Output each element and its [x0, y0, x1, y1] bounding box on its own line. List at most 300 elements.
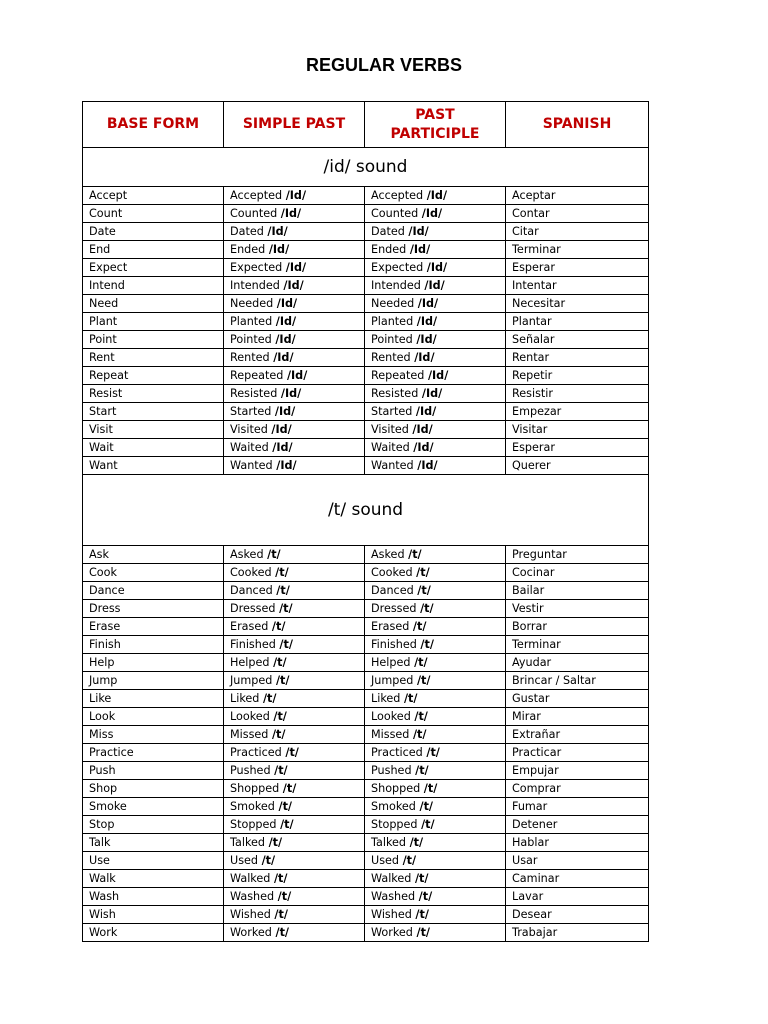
- sound-ending: /t/: [268, 836, 283, 849]
- verb-form: Wanted: [371, 459, 414, 472]
- past-participle-cell: [365, 349, 506, 367]
- past-participle-cell: [365, 888, 506, 906]
- verb-form: Resisted: [371, 387, 419, 400]
- past-participle-cell: [365, 726, 506, 744]
- section-row: [83, 475, 649, 546]
- verb-form: Asked: [230, 548, 264, 561]
- base-form-cell: Look: [83, 708, 224, 726]
- past-participle-cell: [365, 708, 506, 726]
- sound-ending: /t/: [421, 818, 435, 831]
- sound-ending: /t/: [282, 782, 297, 795]
- table-row: [83, 385, 649, 403]
- table-row: [83, 295, 649, 313]
- base-form-cell: Point: [83, 331, 224, 349]
- verb-form: Started: [371, 405, 413, 418]
- past-participle-cell: [365, 906, 506, 924]
- section-heading: /id/ sound: [83, 148, 649, 187]
- table-row: [83, 690, 649, 708]
- sound-ending: /t/: [416, 566, 430, 579]
- past-participle-cell: [365, 672, 506, 690]
- table-row: [83, 277, 649, 295]
- base-form-cell: Talk: [83, 834, 224, 852]
- verb-form: Walked: [371, 872, 412, 885]
- sound-ending: /Id/: [424, 279, 445, 292]
- sound-ending: /t/: [414, 710, 428, 723]
- sound-ending: /Id/: [417, 459, 438, 472]
- base-form-cell: Stop: [83, 816, 224, 834]
- verb-form: Liked: [371, 692, 401, 705]
- simple-past-cell: [224, 798, 365, 816]
- base-form-cell: Practice: [83, 744, 224, 762]
- simple-past-cell: [224, 403, 365, 421]
- verb-form: Stopped: [371, 818, 418, 831]
- spanish-cell: Esperar: [506, 259, 649, 277]
- past-participle-cell: [365, 205, 506, 223]
- verb-form: Helped: [230, 656, 270, 669]
- past-participle-cell: [365, 780, 506, 798]
- verb-form: Pushed: [230, 764, 271, 777]
- table-row: [83, 241, 649, 259]
- past-participle-cell: [365, 564, 506, 582]
- spanish-cell: Usar: [506, 852, 649, 870]
- past-participle-cell: [365, 457, 506, 475]
- sound-ending: /t/: [416, 674, 431, 687]
- verb-form: Finished: [230, 638, 276, 651]
- sound-ending: /Id/: [271, 423, 292, 436]
- verb-form: Dated: [230, 225, 264, 238]
- sound-ending: /t/: [273, 656, 287, 669]
- spanish-cell: Detener: [506, 816, 649, 834]
- table-row: [83, 564, 649, 582]
- table-row: [83, 403, 649, 421]
- spanish-cell: Intentar: [506, 277, 649, 295]
- section-heading: /t/ sound: [83, 475, 649, 546]
- spanish-cell: Bailar: [506, 582, 649, 600]
- verb-form: Cooked: [230, 566, 272, 579]
- sound-ending: /t/: [408, 548, 422, 561]
- verb-form: Liked: [230, 692, 260, 705]
- sound-ending: /t/: [273, 710, 287, 723]
- verb-form: Repeated: [230, 369, 284, 382]
- sound-ending: /t/: [420, 602, 434, 615]
- base-form-cell: Visit: [83, 421, 224, 439]
- table-row: [83, 421, 649, 439]
- sound-ending: /Id/: [274, 405, 296, 418]
- sound-ending: /Id/: [280, 207, 302, 220]
- spanish-cell: Caminar: [506, 870, 649, 888]
- table-row: [83, 870, 649, 888]
- sound-ending: /t/: [275, 674, 290, 687]
- simple-past-cell: [224, 906, 365, 924]
- sound-ending: /t/: [412, 620, 427, 633]
- past-participle-cell: [365, 187, 506, 205]
- sound-ending: /t/: [275, 566, 289, 579]
- table-row: [83, 888, 649, 906]
- verb-form: Jumped: [230, 674, 273, 687]
- past-participle-cell: [365, 385, 506, 403]
- table-row: [83, 798, 649, 816]
- verb-form: Helped: [371, 656, 411, 669]
- table-row: [83, 313, 649, 331]
- verb-form: Repeated: [371, 369, 425, 382]
- verb-form: Ended: [230, 243, 266, 256]
- past-participle-cell: [365, 618, 506, 636]
- base-form-cell: Accept: [83, 187, 224, 205]
- sound-ending: /t/: [271, 620, 286, 633]
- sound-ending: /Id/: [426, 261, 448, 274]
- simple-past-cell: [224, 187, 365, 205]
- base-form-cell: Dress: [83, 600, 224, 618]
- base-form-cell: Erase: [83, 618, 224, 636]
- verb-form: Cooked: [371, 566, 413, 579]
- verb-form: Rented: [230, 351, 270, 364]
- simple-past-cell: [224, 439, 365, 457]
- base-form-cell: Shop: [83, 780, 224, 798]
- spanish-cell: Terminar: [506, 241, 649, 259]
- verb-form: Waited: [230, 441, 269, 454]
- header-simple-past: SIMPLE PAST: [224, 102, 365, 148]
- simple-past-cell: [224, 582, 365, 600]
- verb-form: Stopped: [230, 818, 277, 831]
- base-form-cell: Cook: [83, 564, 224, 582]
- page-title: REGULAR VERBS: [305, 55, 462, 75]
- verb-form: Pointed: [371, 333, 413, 346]
- header-past-participle-line1: PAST: [415, 106, 455, 123]
- sound-ending: /Id/: [276, 459, 297, 472]
- verb-form: Worked: [230, 926, 272, 939]
- base-form-cell: Wait: [83, 439, 224, 457]
- past-participle-cell: [365, 403, 506, 421]
- sound-ending: /t/: [285, 746, 299, 759]
- simple-past-cell: [224, 816, 365, 834]
- sound-ending: /Id/: [421, 387, 443, 400]
- spanish-cell: Señalar: [506, 331, 649, 349]
- table-row: [83, 708, 649, 726]
- verb-form: Washed: [230, 890, 275, 903]
- simple-past-cell: [224, 421, 365, 439]
- simple-past-cell: [224, 888, 365, 906]
- verb-form: Walked: [230, 872, 271, 885]
- base-form-cell: Wish: [83, 906, 224, 924]
- base-form-cell: Want: [83, 457, 224, 475]
- base-form-cell: Dance: [83, 582, 224, 600]
- spanish-cell: Mirar: [506, 708, 649, 726]
- sound-ending: /t/: [416, 926, 431, 939]
- past-participle-cell: [365, 295, 506, 313]
- verb-form: Rented: [371, 351, 411, 364]
- verb-form: Practiced: [230, 746, 282, 759]
- sound-ending: /t/: [279, 638, 293, 651]
- simple-past-cell: [224, 564, 365, 582]
- verb-form: Visited: [230, 423, 268, 436]
- sound-ending: /t/: [280, 818, 294, 831]
- past-participle-cell: [365, 582, 506, 600]
- simple-past-cell: [224, 349, 365, 367]
- verb-form: Visited: [371, 423, 409, 436]
- verb-form: Talked: [371, 836, 407, 849]
- base-form-cell: Push: [83, 762, 224, 780]
- simple-past-cell: [224, 295, 365, 313]
- sound-ending: /Id/: [280, 387, 302, 400]
- base-form-cell: Plant: [83, 313, 224, 331]
- base-form-cell: Work: [83, 924, 224, 942]
- header-row: [83, 102, 649, 148]
- sound-ending: /Id/: [408, 225, 429, 238]
- sound-ending: /Id/: [268, 243, 290, 256]
- simple-past-cell: [224, 259, 365, 277]
- simple-past-cell: [224, 708, 365, 726]
- simple-past-cell: [224, 780, 365, 798]
- simple-past-cell: [224, 205, 365, 223]
- simple-past-cell: [224, 852, 365, 870]
- base-form-cell: Walk: [83, 870, 224, 888]
- past-participle-cell: [365, 654, 506, 672]
- simple-past-cell: [224, 223, 365, 241]
- verb-form: Counted: [230, 207, 278, 220]
- base-form-cell: Ask: [83, 546, 224, 564]
- past-participle-cell: [365, 421, 506, 439]
- sound-ending: /t/: [420, 638, 434, 651]
- simple-past-cell: [224, 762, 365, 780]
- verb-form: Looked: [371, 710, 411, 723]
- past-participle-cell: [365, 277, 506, 295]
- sound-ending: /Id/: [286, 369, 308, 382]
- sound-ending: /t/: [278, 800, 293, 813]
- base-form-cell: Help: [83, 654, 224, 672]
- sound-ending: /t/: [419, 800, 434, 813]
- base-form-cell: Resist: [83, 385, 224, 403]
- spanish-cell: Desear: [506, 906, 649, 924]
- simple-past-cell: [224, 744, 365, 762]
- base-form-cell: Date: [83, 223, 224, 241]
- table-row: [83, 349, 649, 367]
- table-row: [83, 618, 649, 636]
- sound-ending: /Id/: [426, 189, 448, 202]
- table-row: [83, 762, 649, 780]
- past-participle-cell: [365, 600, 506, 618]
- base-form-cell: Start: [83, 403, 224, 421]
- verb-form: Planted: [230, 315, 273, 328]
- base-form-cell: Jump: [83, 672, 224, 690]
- verb-form: Counted: [371, 207, 419, 220]
- past-participle-cell: [365, 367, 506, 385]
- sound-ending: /t/: [426, 746, 440, 759]
- sound-ending: /Id/: [285, 261, 307, 274]
- spanish-cell: Cocinar: [506, 564, 649, 582]
- past-participle-cell: [365, 259, 506, 277]
- verb-form: Wished: [230, 908, 271, 921]
- sound-ending: /t/: [415, 764, 429, 777]
- simple-past-cell: [224, 654, 365, 672]
- spanish-cell: Citar: [506, 223, 649, 241]
- sound-ending: /Id/: [415, 405, 437, 418]
- base-form-cell: Count: [83, 205, 224, 223]
- spanish-cell: Brincar / Saltar: [506, 672, 649, 690]
- past-participle-cell: [365, 241, 506, 259]
- simple-past-cell: [224, 636, 365, 654]
- sound-ending: /t/: [261, 854, 276, 867]
- spanish-cell: Visitar: [506, 421, 649, 439]
- past-participle-cell: [365, 223, 506, 241]
- spanish-cell: Preguntar: [506, 546, 649, 564]
- verb-form: Dressed: [230, 602, 276, 615]
- verb-form: Accepted: [371, 189, 424, 202]
- past-participle-cell: [365, 870, 506, 888]
- table-row: [83, 654, 649, 672]
- verb-form: Shopped: [371, 782, 421, 795]
- simple-past-cell: [224, 331, 365, 349]
- sound-ending: /t/: [277, 890, 292, 903]
- table-row: [83, 726, 649, 744]
- past-participle-cell: [365, 546, 506, 564]
- table-row: [83, 600, 649, 618]
- sound-ending: /t/: [412, 728, 427, 741]
- spanish-cell: Extrañar: [506, 726, 649, 744]
- sound-ending: /Id/: [275, 333, 296, 346]
- base-form-cell: Need: [83, 295, 224, 313]
- past-participle-cell: [365, 313, 506, 331]
- sound-ending: /t/: [414, 656, 428, 669]
- sound-ending: /t/: [418, 890, 433, 903]
- base-form-cell: Repeat: [83, 367, 224, 385]
- verb-form: Ended: [371, 243, 407, 256]
- header-base-form: BASE FORM: [83, 102, 224, 148]
- simple-past-cell: [224, 924, 365, 942]
- sound-ending: /t/: [409, 836, 424, 849]
- sound-ending: /t/: [415, 908, 429, 921]
- spanish-cell: Contar: [506, 205, 649, 223]
- table-row: [83, 834, 649, 852]
- spanish-cell: Aceptar: [506, 187, 649, 205]
- verb-form: Needed: [230, 297, 274, 310]
- base-form-cell: Intend: [83, 277, 224, 295]
- verb-form: Smoked: [371, 800, 416, 813]
- sound-ending: /Id/: [416, 315, 438, 328]
- table-row: [83, 924, 649, 942]
- verb-form: Erased: [371, 620, 410, 633]
- verb-form: Washed: [371, 890, 416, 903]
- table-row: [83, 546, 649, 564]
- sound-ending: /t/: [271, 728, 286, 741]
- simple-past-cell: [224, 672, 365, 690]
- verb-form: Needed: [371, 297, 415, 310]
- base-form-cell: Smoke: [83, 798, 224, 816]
- simple-past-cell: [224, 546, 365, 564]
- verb-form: Waited: [371, 441, 410, 454]
- base-form-cell: Miss: [83, 726, 224, 744]
- sound-ending: /Id/: [412, 423, 433, 436]
- spanish-cell: Comprar: [506, 780, 649, 798]
- verb-form: Used: [230, 854, 259, 867]
- table-row: [83, 636, 649, 654]
- spanish-cell: Fumar: [506, 798, 649, 816]
- table-row: [83, 259, 649, 277]
- base-form-cell: Use: [83, 852, 224, 870]
- spanish-cell: Empezar: [506, 403, 649, 421]
- sound-ending: /t/: [267, 548, 281, 561]
- table-row: [83, 816, 649, 834]
- verb-form: Talked: [230, 836, 266, 849]
- past-participle-cell: [365, 924, 506, 942]
- verb-form: Resisted: [230, 387, 278, 400]
- verb-form: Intended: [230, 279, 280, 292]
- table-row: [83, 582, 649, 600]
- spanish-cell: Terminar: [506, 636, 649, 654]
- simple-past-cell: [224, 457, 365, 475]
- past-participle-cell: [365, 636, 506, 654]
- verb-form: Accepted: [230, 189, 283, 202]
- table-row: [83, 223, 649, 241]
- sound-ending: /Id/: [285, 189, 307, 202]
- past-participle-cell: [365, 834, 506, 852]
- base-form-cell: Wash: [83, 888, 224, 906]
- simple-past-cell: [224, 600, 365, 618]
- verb-form: Danced: [230, 584, 273, 597]
- sound-ending: /t/: [279, 602, 293, 615]
- spanish-cell: Gustar: [506, 690, 649, 708]
- sound-ending: /Id/: [413, 441, 434, 454]
- base-form-cell: Finish: [83, 636, 224, 654]
- verb-form: Finished: [371, 638, 417, 651]
- sound-ending: /t/: [417, 584, 431, 597]
- verb-form: Erased: [230, 620, 269, 633]
- table-row: [83, 205, 649, 223]
- sound-ending: /Id/: [283, 279, 304, 292]
- sound-ending: /t/: [274, 908, 288, 921]
- sound-ending: /Id/: [267, 225, 288, 238]
- verb-form: Wanted: [230, 459, 273, 472]
- verb-form: Expected: [230, 261, 283, 274]
- verb-form: Missed: [371, 728, 410, 741]
- base-form-cell: End: [83, 241, 224, 259]
- base-form-cell: Rent: [83, 349, 224, 367]
- past-participle-cell: [365, 744, 506, 762]
- sound-ending: /Id/: [421, 207, 443, 220]
- spanish-cell: Querer: [506, 457, 649, 475]
- simple-past-cell: [224, 870, 365, 888]
- header-past-participle: [365, 102, 506, 148]
- verb-form: Asked: [371, 548, 405, 561]
- spanish-cell: Vestir: [506, 600, 649, 618]
- spanish-cell: Rentar: [506, 349, 649, 367]
- sound-ending: /t/: [403, 692, 418, 705]
- spanish-cell: Resistir: [506, 385, 649, 403]
- base-form-cell: Expect: [83, 259, 224, 277]
- spanish-cell: Esperar: [506, 439, 649, 457]
- verb-form: Dressed: [371, 602, 417, 615]
- simple-past-cell: [224, 367, 365, 385]
- verb-form: Started: [230, 405, 272, 418]
- table-row: [83, 331, 649, 349]
- table-row: [83, 852, 649, 870]
- verb-form: Worked: [371, 926, 413, 939]
- table-row: [83, 672, 649, 690]
- sound-ending: /Id/: [273, 351, 294, 364]
- verb-form: Wished: [371, 908, 412, 921]
- simple-past-cell: [224, 385, 365, 403]
- verb-form: Pointed: [230, 333, 272, 346]
- sound-ending: /t/: [423, 782, 438, 795]
- sound-ending: /Id/: [427, 369, 449, 382]
- table-row: [83, 780, 649, 798]
- simple-past-cell: [224, 313, 365, 331]
- past-participle-cell: [365, 852, 506, 870]
- sound-ending: /t/: [276, 584, 290, 597]
- base-form-cell: Like: [83, 690, 224, 708]
- sound-ending: /t/: [275, 926, 290, 939]
- sound-ending: /t/: [402, 854, 417, 867]
- spanish-cell: Hablar: [506, 834, 649, 852]
